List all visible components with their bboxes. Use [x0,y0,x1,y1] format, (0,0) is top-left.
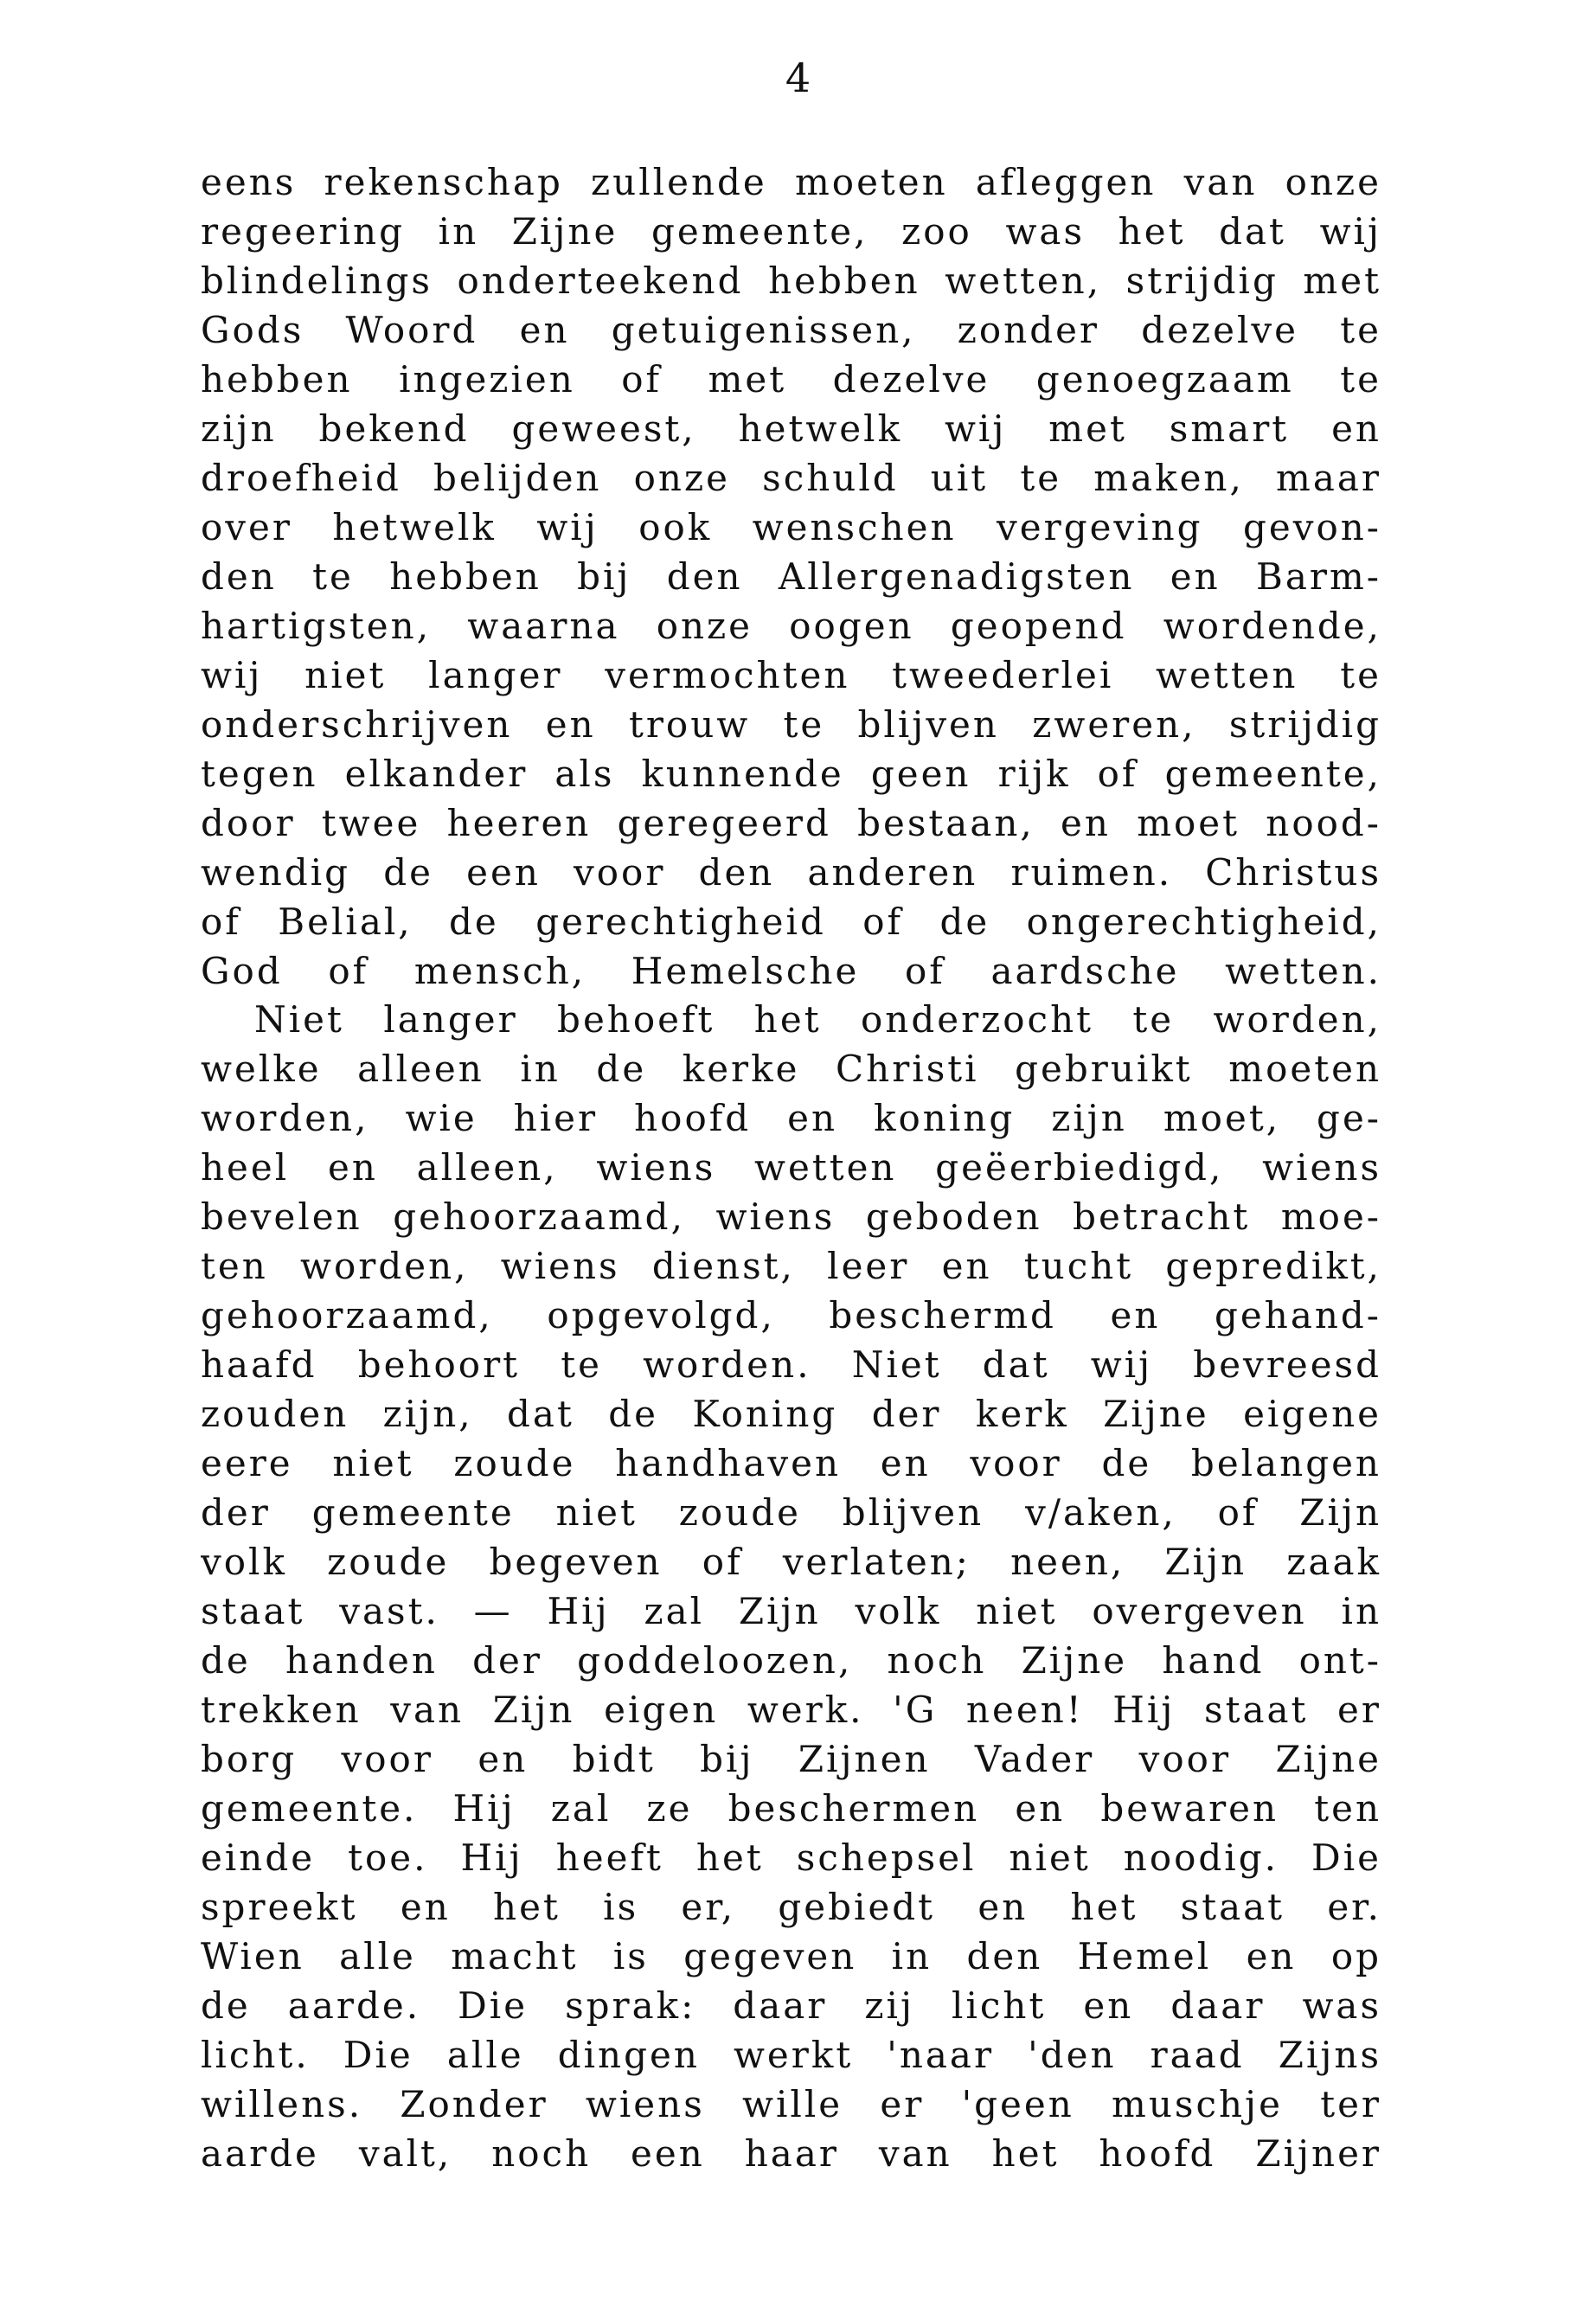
text-line: licht. Die alle dingen werkt 'naar 'den raad Zijns [201,2034,1381,2076]
text-line: gemeente. Hij zal ze beschermen en bewaren ten [201,1787,1381,1830]
text-line: worden, wie hier hoofd en koning zijn moet, ge- [201,1097,1381,1139]
text-line: den te hebben bij den Allergenadigsten en Barm- [201,555,1381,598]
text-line: wij niet langer vermochten tweederlei wetten te [201,654,1381,696]
text-line: heel en alleen, wiens wetten geëerbiedigd, wiens [201,1146,1381,1189]
text-line: door twee heeren geregeerd bestaan, en moet nood- [201,802,1381,844]
text-line: einde toe. Hij heeft het schepsel niet noodig. Die [201,1836,1381,1879]
text-line: Gods Woord en getuigenissen, zonder dezelve te [201,309,1381,351]
text-line: God of mensch, Hemelsche of aardsche wetten. [201,950,1381,992]
text-line: bevelen gehoorzaamd, wiens geboden betracht moe- [201,1195,1381,1238]
text-line: trekken van Zijn eigen werk. 'G neen! Hij staat er [201,1689,1381,1731]
text-line: onderschrijven en trouw te blijven zweren, strijdig [201,703,1381,746]
paragraph-1 [201,157,1381,996]
text-line: spreekt en het is er, gebiedt en het staat er. [201,1886,1381,1928]
page-number: 4 [785,54,811,101]
text-line: borg voor en bidt bij Zijnen Vader voor Zijne [201,1738,1381,1780]
text-line: volk zoude begeven of verlaten; neen, Zijn zaak [201,1541,1381,1583]
text-line: hebben ingezien of met dezelve genoegzaam te [201,358,1381,401]
text-line: ten worden, wiens dienst, leer en tucht gepredikt, [201,1245,1381,1287]
text-line: regeering in Zijne gemeente, zoo was het dat wij [201,210,1381,253]
text-line: wendig de een voor den anderen ruimen. Christus [201,851,1381,894]
text-line: tegen elkander als kunnende geen rijk of gemeente, [201,753,1381,795]
text-line: over hetwelk wij ook wenschen vergeving gevon- [201,506,1381,548]
text-line: hartigsten, waarna onze oogen geopend wordende, [201,605,1381,647]
text-line: de handen der goddeloozen, noch Zijne hand ont- [201,1639,1381,1682]
text-line: der gemeente niet zoude blijven v/aken, of Zijn [201,1491,1381,1534]
text-line: de aarde. Die sprak: daar zij licht en daar was [201,1984,1381,2027]
text-line: aarde valt, noch een haar van het hoofd Zijner [201,2132,1381,2175]
text-line: blindelings onderteekend hebben wetten, strijdig met [201,260,1381,302]
text-line: Niet langer behoeft het onderzocht te worden, [254,998,1381,1041]
text-line: eens rekenschap zullende moeten afleggen van onze [201,161,1381,203]
text-line: eere niet zoude handhaven en voor de belangen [201,1442,1381,1484]
text-line: staat vast. — Hij zal Zijn volk niet overgeven in [201,1590,1381,1632]
text-line: haafd behoort te worden. Niet dat wij bevreesd [201,1343,1381,1386]
text-line: welke alleen in de kerke Christi gebruikt moeten [201,1048,1381,1090]
text-line: zijn bekend geweest, hetwelk wij met smart en [201,407,1381,450]
text-line: gehoorzaamd, opgevolgd, beschermd en gehand- [201,1294,1381,1336]
paragraph-2 [201,995,1381,2178]
text-line: Wien alle macht is gegeven in den Hemel en op [201,1935,1381,1977]
text-line: willens. Zonder wiens wille er 'geen muschje ter [201,2083,1381,2125]
text-line: droefheid belijden onze schuld uit te maken, maar [201,457,1381,499]
text-line: of Belial, de gerechtigheid of de ongerechtigheid, [201,901,1381,943]
text-line: zouden zijn, dat de Koning der kerk Zijne eigene [201,1393,1381,1435]
